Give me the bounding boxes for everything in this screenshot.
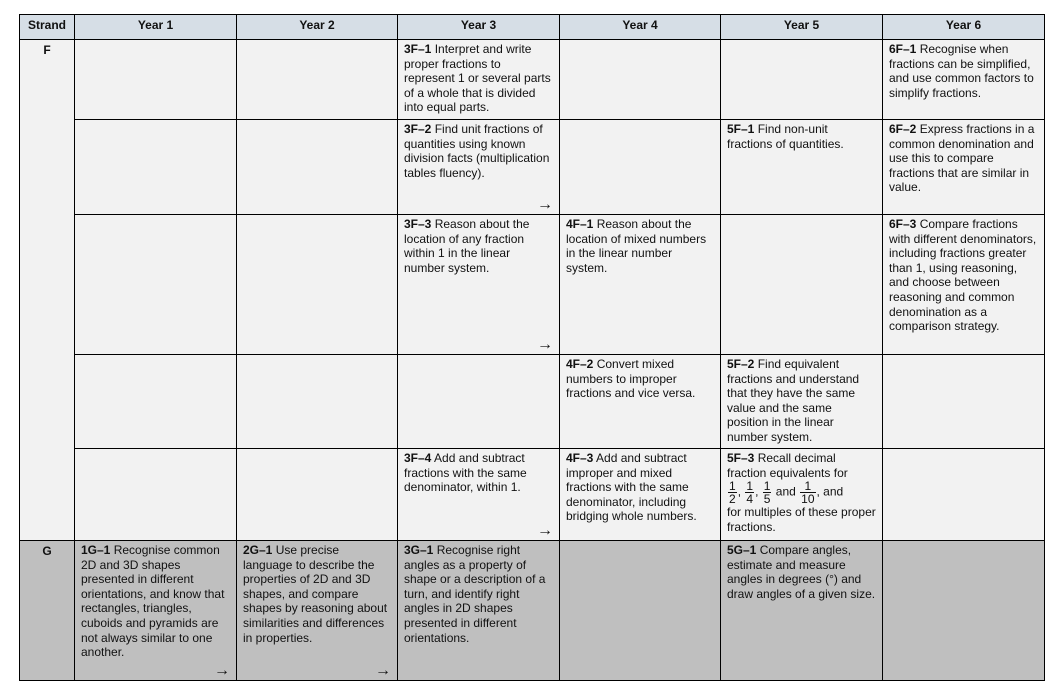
empty-cell: [883, 355, 1045, 449]
description: Find equivalent fractions and understand that they have the same value and the same position in the linear number system.: [727, 357, 860, 444]
denominator: 10: [801, 492, 815, 507]
code: 6F–1: [889, 42, 917, 56]
separator: ,: [737, 484, 742, 499]
header-year-3: Year 3: [398, 15, 560, 40]
table-row: [20, 120, 1045, 215]
empty-cell: [560, 40, 721, 120]
empty-cell: [75, 449, 237, 541]
cell-6F2: [883, 120, 1045, 215]
code: 4F–2: [566, 357, 594, 371]
code: 3F–2: [404, 122, 432, 136]
cell-3F3: [398, 215, 560, 355]
denominator: 2: [729, 492, 736, 507]
numerator: 1: [763, 479, 771, 494]
code: 4F–1: [566, 217, 594, 231]
empty-cell: [75, 120, 237, 215]
code: 3F–4: [404, 451, 432, 465]
numerator: 1: [804, 479, 812, 494]
strand-g: G: [20, 541, 75, 681]
empty-cell: [398, 355, 560, 449]
cell-4F1: [560, 215, 721, 355]
cell-3G1: [398, 541, 560, 681]
header-year-2: Year 2: [237, 15, 398, 40]
empty-cell: [75, 215, 237, 355]
code: 3F–3: [404, 217, 432, 231]
arrow-right-icon: →: [214, 662, 230, 679]
description: Convert mixed numbers to improper fractions and vice versa.: [566, 357, 696, 401]
header-row: [20, 15, 1045, 40]
table-row: [20, 215, 1045, 355]
header-year-5: Year 5: [721, 15, 883, 40]
table-row: [20, 355, 1045, 449]
cell-3F4: [398, 449, 560, 541]
separator: ,: [755, 484, 759, 499]
empty-cell: [237, 355, 398, 449]
code: 2G–1: [243, 543, 273, 557]
header-year-4: Year 4: [560, 15, 721, 40]
and-text: , and: [816, 484, 844, 499]
strand-f: F: [20, 40, 75, 541]
cell-3F2: [398, 120, 560, 215]
empty-cell: [237, 215, 398, 355]
fraction: [800, 480, 815, 505]
empty-cell: [560, 120, 721, 215]
code: 3F–1: [404, 42, 432, 56]
curriculum-table: [19, 14, 1045, 681]
cell-2G1: [237, 541, 398, 681]
cell-4F3: [560, 449, 721, 541]
denominator: 5: [763, 492, 771, 507]
code: 3G–1: [404, 543, 434, 557]
cell-6F3: [883, 215, 1045, 355]
fraction: [763, 480, 772, 505]
cell-6F1: [883, 40, 1045, 120]
arrow-right-icon: →: [537, 336, 553, 353]
description: Use precise language to describe the properties of 2D and 3D shapes, and compare shapes by reasoning about similarities and differences in properties.: [243, 543, 388, 645]
description-tail: for multiples of these proper fractions.: [727, 505, 876, 534]
empty-cell: [883, 449, 1045, 541]
cell-4F2: [560, 355, 721, 449]
table-row: [20, 541, 1045, 681]
code: 1G–1: [81, 543, 111, 557]
cell-5F1: [721, 120, 883, 215]
numerator: 1: [746, 479, 754, 494]
empty-cell: [75, 40, 237, 120]
empty-cell: [721, 215, 883, 355]
fraction: [745, 480, 754, 505]
fraction: [728, 480, 737, 505]
description: Reason about the location of any fraction within 1 in the linear number system.: [404, 217, 530, 275]
code: 5F–3: [727, 451, 755, 465]
empty-cell: [721, 40, 883, 120]
table-row: [20, 40, 1045, 120]
header-year-6: Year 6: [883, 15, 1045, 40]
description: Add and subtract improper and mixed fractions with the same denominator, including bridging whole numbers.: [566, 451, 697, 524]
empty-cell: [560, 541, 721, 681]
description: Compare angles, estimate and measure angles in degrees (°) and draw angles of a given size.: [727, 543, 876, 601]
description: Interpret and write proper fractions to represent 1 or several parts of a whole that is divided into equal parts.: [404, 42, 551, 115]
code: 5G–1: [727, 543, 757, 557]
cell-3F1: [398, 40, 560, 120]
description: Express fractions in a common denomination and use this to compare fractions that are similar in value.: [889, 122, 1035, 195]
and-text: and: [775, 484, 796, 499]
code: 4F–3: [566, 451, 594, 465]
description: Find unit fractions of quantities using known division facts (multiplication tables fluency).: [404, 122, 550, 180]
description: Compare fractions with different denominators, including fractions greater than 1, using reasoning, and choose between reasoning and common denomination as a comparison strategy.: [889, 217, 1037, 334]
header-strand: Strand: [20, 15, 75, 40]
description: Recognise common 2D and 3D shapes presented in different orientations, and know that rectangles, triangles, cuboids and pyramids are not always similar to one another.: [81, 543, 225, 660]
cell-5F2: [721, 355, 883, 449]
cell-5G1: [721, 541, 883, 681]
arrow-right-icon: →: [537, 196, 553, 213]
code: 6F–3: [889, 217, 917, 231]
numerator: 1: [729, 479, 736, 494]
table-row: [20, 449, 1045, 541]
denominator: 4: [746, 492, 754, 507]
empty-cell: [237, 120, 398, 215]
description: Recognise right angles as a property of shape or a description of a turn, and identify right angles in 2D shapes presented in different orientations.: [404, 543, 546, 645]
description: Recall decimal fraction equivalents for: [727, 451, 848, 480]
header-year-1: Year 1: [75, 15, 237, 40]
cell-5F3: [721, 449, 883, 541]
empty-cell: [883, 541, 1045, 681]
description: Recognise when fractions can be simplified, and use common factors to simplify fractions.: [889, 42, 1034, 100]
cell-1G1: [75, 541, 237, 681]
code: 5F–2: [727, 357, 755, 371]
empty-cell: [237, 449, 398, 541]
empty-cell: [237, 40, 398, 120]
arrow-right-icon: →: [537, 522, 553, 539]
description: Find non-unit fractions of quantities.: [727, 122, 844, 151]
arrow-right-icon: →: [375, 662, 391, 679]
description: Add and subtract fractions with the same denominator, within 1.: [404, 451, 527, 495]
empty-cell: [75, 355, 237, 449]
description: Reason about the location of mixed numbers in the linear number system.: [566, 217, 707, 275]
code: 6F–2: [889, 122, 917, 136]
code: 5F–1: [727, 122, 755, 136]
